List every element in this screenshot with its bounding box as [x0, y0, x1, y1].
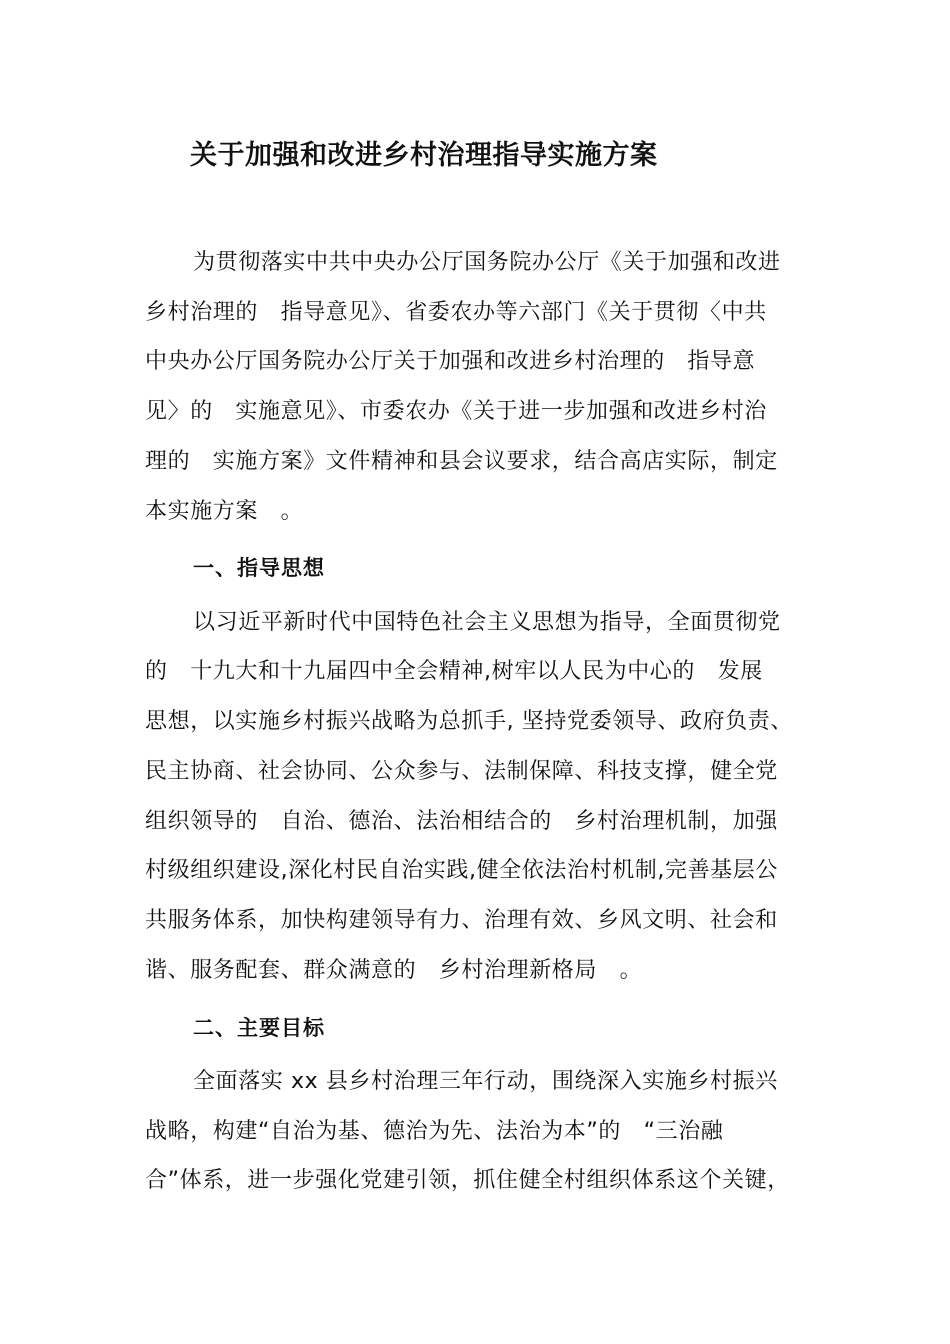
paragraph-2-line-6: 村级组织建设,深化村民自治实践,健全依法治村机制,完善基层公: [145, 858, 778, 883]
paragraph-2-line-2: 的 十九大和十九届四中全会精神,树牢以人民为中心的 发展: [145, 659, 763, 684]
paragraph-2-line-4: 民主协商、社会协同、公众参与、法制保障、科技支撑，健全党: [145, 759, 778, 784]
paragraph-1-line-2: 乡村治理的 指导意见》、省委农办等六部门《关于贯彻〈中共: [145, 300, 767, 325]
paragraph-3-line-2: 战略，构建“自治为基、德治为先、法治为本”的 “三治融: [145, 1119, 724, 1144]
paragraph-2-line-3: 思想，以实施乡村振兴战略为总抓手, 坚持党委领导、政府负责、: [145, 709, 793, 734]
paragraph-3-line-3: 合”体系，进一步强化党建引领，抓住健全村组织体系这个关键，: [145, 1168, 790, 1193]
document-title: 关于加强和改进乡村治理指导实施方案: [190, 140, 658, 171]
paragraph-1-line-6: 本实施方案 。: [145, 499, 304, 524]
paragraph-2-line-7: 共服务体系，加快构建领导有力、治理有效、乡风文明、社会和: [145, 908, 778, 933]
paragraph-3-line-1: 全面落实 xx 县乡村治理三年行动，围绕深入实施乡村振兴: [193, 1069, 778, 1094]
paragraph-1-line-3: 中央办公厅国务院办公厅关于加强和改进乡村治理的 指导意: [145, 349, 756, 374]
section-heading-guiding-ideology: 一、指导思想: [193, 556, 325, 580]
section-heading-main-goals: 二、主要目标: [193, 1016, 325, 1040]
paragraph-1-line-4: 见〉的 实施意见》、市委农办《关于进一步加强和改进乡村治: [145, 399, 767, 424]
paragraph-2-line-5: 组织领导的 自治、德治、法治相结合的 乡村治理机制，加强: [145, 809, 778, 834]
paragraph-2-line-1: 以习近平新时代中国特色社会主义思想为指导，全面贯彻党: [193, 610, 781, 635]
paragraph-2-line-8: 谐、服务配套、群众满意的 乡村治理新格局 。: [145, 958, 643, 983]
paragraph-1-line-1: 为贯彻落实中共中央办公厅国务院办公厅《关于加强和改进: [193, 250, 781, 275]
paragraph-1-line-5: 理的 实施方案》文件精神和县会议要求，结合高店实际，制定: [145, 449, 778, 474]
